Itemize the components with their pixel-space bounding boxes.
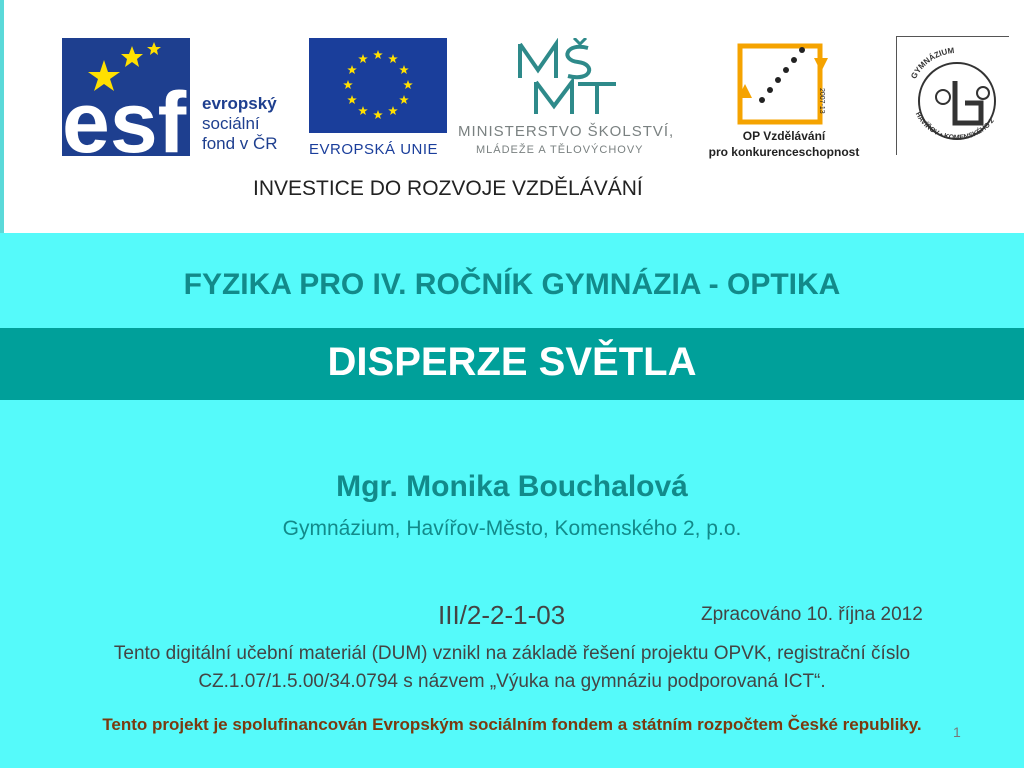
svg-text:HAVÍŘOV • KOMENSKÉHO 2: HAVÍŘOV • KOMENSKÉHO 2 xyxy=(913,111,996,142)
cofunding-note: Tento projekt je spolufinancován Evropským sociálním fondem a státním rozpočtem České republiky. xyxy=(102,715,922,734)
op-logo xyxy=(706,38,866,158)
eu-label: EVROPSKÁ UNIE xyxy=(309,141,439,158)
msmt-logo xyxy=(458,38,698,158)
svg-text:GYMNÁZIUM: GYMNÁZIUM xyxy=(909,46,955,81)
subject-heading: FYZIKA PRO IV. ROČNÍK GYMNÁZIA - OPTIKA xyxy=(183,268,841,301)
school-logo xyxy=(896,36,1009,155)
svg-text:esf: esf xyxy=(62,75,187,156)
eu-flag-icon xyxy=(309,38,447,133)
op-text-line2: pro konkurenceschopnost xyxy=(708,145,860,159)
school-name: Gymnázium, Havířov-Město, Komenského 2, p.o. xyxy=(282,517,742,540)
esf-text-line3: fond v ČR xyxy=(202,134,278,153)
material-description: Tento digitální učební materiál (DUM) vznikl na základě řešení projektu OPVK, registrační číslo CZ.1.07/1.5.00/34.0794 s názvem „Výuka na gymnáziu podporovaná ICT“. xyxy=(113,643,911,692)
esf-text xyxy=(202,94,278,154)
msmt-mark-icon xyxy=(516,38,636,118)
eu-logo xyxy=(309,38,447,158)
created-date: Zpracováno 10. října 2012 xyxy=(701,604,923,625)
page-title: DISPERZE SVĚTLA xyxy=(327,340,697,384)
esf-text-line1: evropský xyxy=(202,94,277,113)
svg-text:2007-13: 2007-13 xyxy=(818,88,825,114)
msmt-line2: MLÁDEŽE A TĚLOVÝCHOVY xyxy=(476,144,644,156)
op-text xyxy=(706,128,862,160)
material-code: III/2-2-1-03 xyxy=(438,600,566,630)
page-number: 1 xyxy=(953,724,961,740)
school-seal-icon xyxy=(897,37,1009,155)
esf-logo xyxy=(62,38,297,156)
author-name: Mgr. Monika Bouchalová xyxy=(336,470,688,503)
invest-slogan: INVESTICE DO ROZVOJE VZDĚLÁVÁNÍ xyxy=(253,177,643,200)
slide-edge xyxy=(0,0,4,233)
op-text-line1: OP Vzdělávání xyxy=(742,129,826,143)
op-mark-icon xyxy=(706,38,862,126)
msmt-line1: MINISTERSTVO ŠKOLSTVÍ, xyxy=(458,123,675,140)
esf-text-line2: sociální xyxy=(202,114,260,133)
